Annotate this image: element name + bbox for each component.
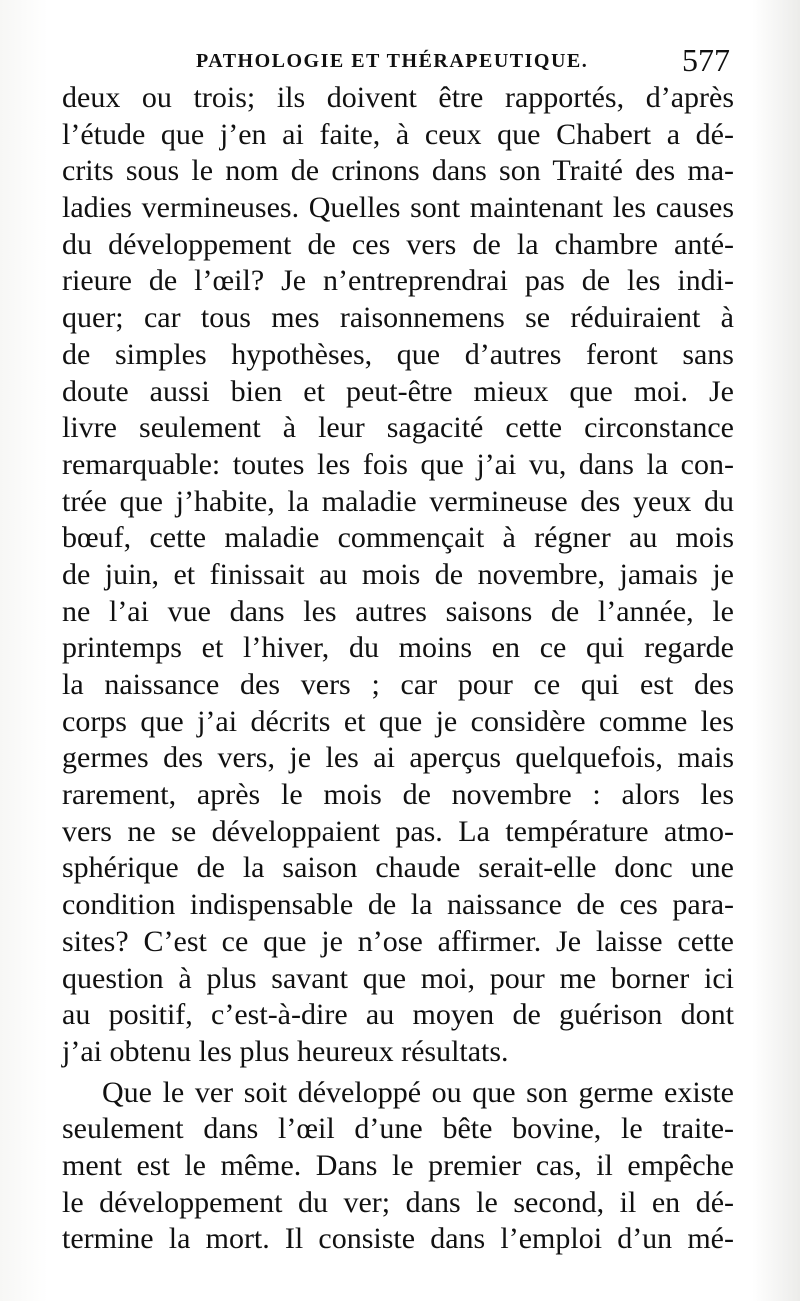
text-line: trée que j’habite, la maladie vermineuse des yeux du: [62, 484, 734, 518]
text-line: ne l’ai vue dans les autres saisons de l’année, le: [62, 594, 734, 628]
body-text: [62, 80, 734, 1258]
text-line: question à plus savant que moi, pour me borner ici: [62, 961, 734, 995]
text-line: rarement, après le mois de novembre : alors les: [62, 778, 734, 812]
text-line: Que le ver soit développé ou que son germe existe: [102, 1075, 734, 1109]
running-head: PATHOLOGIE ET THÉRAPEUTIQUE.: [196, 50, 589, 72]
text-line: germes des vers, je les ai aperçus quelquefois, mais: [62, 741, 734, 775]
text-line: j’ai obtenu les plus heureux résultats.: [62, 1034, 509, 1068]
text-line: bœuf, cette maladie commençait à régner au mois: [62, 521, 734, 555]
text-line: de simples hypothèses, que d’autres feront sans: [62, 337, 734, 371]
text-line: printemps et l’hiver, du moins en ce qui regarde: [62, 631, 734, 665]
text-line: du développement de ces vers de la chambre anté-: [62, 227, 734, 261]
text-line: corps que j’ai décrits et que je considère comme les: [62, 704, 734, 738]
paragraph-2: [62, 1075, 734, 1258]
text-line: quer; car tous mes raisonnemens se réduiraient à: [62, 301, 734, 335]
text-line: l’étude que j’en ai faite, à ceux que Chabert a dé-: [62, 117, 734, 151]
text-line: livre seulement à leur sagacité cette circonstance: [62, 411, 734, 445]
text-line: vers ne se développaient pas. La température atmo-: [62, 814, 734, 848]
text-line: seulement dans l’œil d’une bête bovine, le traite-: [62, 1112, 734, 1146]
paragraph-1: [62, 80, 734, 1071]
text-line: rieure de l’œil? Je n’entreprendrai pas de les indi-: [62, 264, 734, 298]
text-line: de juin, et finissait au mois de novembre, jamais je: [62, 557, 734, 591]
page-header: [62, 42, 734, 82]
text-line: termine la mort. Il consiste dans l’emploi d’un mé-: [62, 1222, 734, 1256]
text-line: sites? C’est ce que je n’ose affirmer. Je laisse cette: [62, 924, 734, 958]
text-line: au positif, c’est-à-dire au moyen de guérison dont: [62, 998, 734, 1032]
text-line: sphérique de la saison chaude serait-elle donc une: [62, 851, 734, 885]
page-number: 577: [682, 42, 730, 78]
text-line: ladies vermineuses. Quelles sont maintenant les causes: [62, 191, 734, 225]
text-line: doute aussi bien et peut-être mieux que moi. Je: [62, 374, 734, 408]
text-line: ment est le même. Dans le premier cas, il empêche: [62, 1148, 734, 1182]
text-line: la naissance des vers ; car pour ce qui est des: [62, 668, 734, 701]
text-line: condition indispensable de la naissance de ces para-: [62, 888, 734, 922]
text-line: remarquable: toutes les fois que j’ai vu, dans la con-: [62, 447, 734, 481]
text-line: le développement du ver; dans le second, il en dé-: [62, 1185, 734, 1219]
text-line: crits sous le nom de crinons dans son Traité des ma-: [62, 154, 734, 188]
text-line: deux ou trois; ils doivent être rapportés, d’après: [62, 81, 734, 114]
